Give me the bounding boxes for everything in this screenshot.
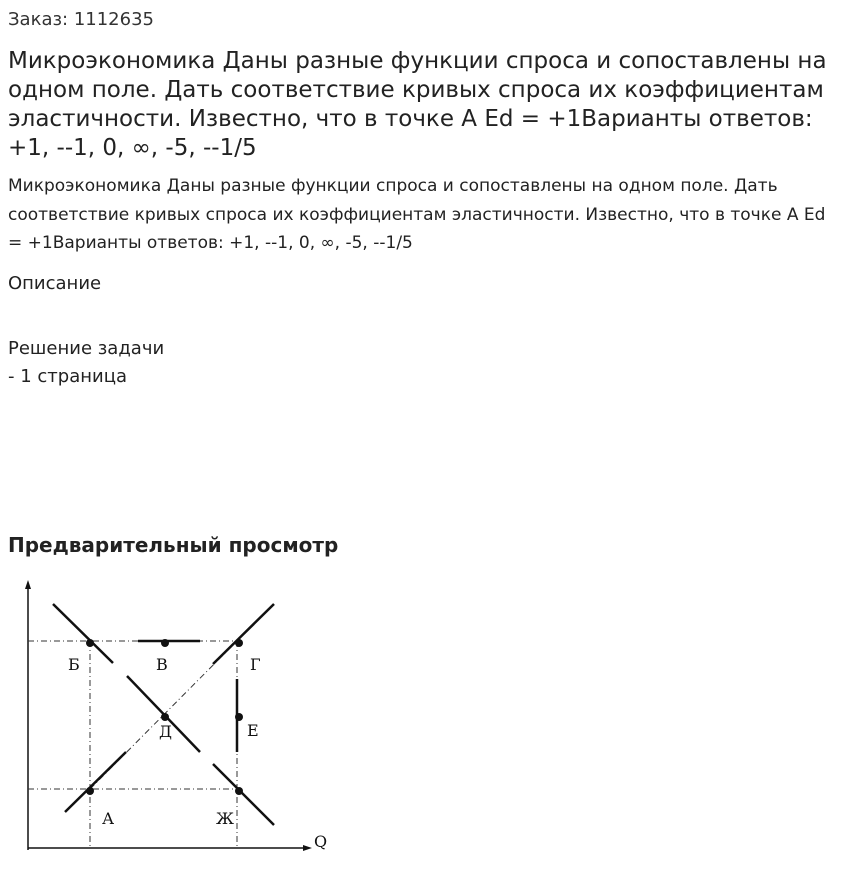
- curve-a-segment: [65, 752, 126, 812]
- x-axis-label: Q: [314, 832, 328, 851]
- curve-b-segment: [53, 604, 113, 663]
- point-g-label: Г: [250, 655, 261, 674]
- section-heading-description: Описание: [8, 273, 102, 294]
- point-v-label: В: [156, 655, 168, 674]
- demand-curves-figure: [20, 575, 340, 865]
- point-g-marker: [235, 639, 243, 647]
- solution-info: [8, 335, 164, 391]
- point-a-marker: [86, 787, 94, 795]
- point-b-marker: [86, 639, 94, 647]
- point-b-label: Б: [68, 655, 80, 674]
- point-zh-marker: [235, 787, 243, 795]
- task-description: Микроэкономика Даны разные функции спроса и сопоставлены на одном поле. Дать соответствие кривых спроса их коэффициентам эластичности. Известно, что в точке А Ed = +1Варианты ответов: +1, --1, 0, ∞, -5, --1/5: [8, 176, 826, 253]
- point-a-label: А: [102, 809, 115, 828]
- curve-g-segment: [213, 604, 274, 664]
- order-number: Заказ: 1112635: [8, 9, 154, 30]
- point-d-label: Д: [159, 722, 173, 741]
- point-v-marker: [161, 639, 169, 647]
- page-title: Микроэкономика Даны разные функции спроса и сопоставлены на одном поле. Дать соответствие кривых спроса их коэффициентам эластичности. Известно, что в точке А Ed = +1Варианты ответов: +1, --1, 0, ∞, -5, --1/5: [8, 48, 827, 161]
- point-zh-label: Ж: [216, 809, 234, 828]
- point-e-marker: [235, 713, 243, 721]
- x-axis-arrow: [303, 845, 312, 851]
- point-d-marker: [161, 713, 169, 721]
- point-e-label: Е: [247, 721, 259, 740]
- solution-pages: - 1 страница: [8, 366, 127, 387]
- y-axis-arrow: [25, 580, 31, 589]
- preview-heading: Предварительный просмотр: [8, 533, 339, 557]
- solution-title: Решение задачи: [8, 338, 165, 359]
